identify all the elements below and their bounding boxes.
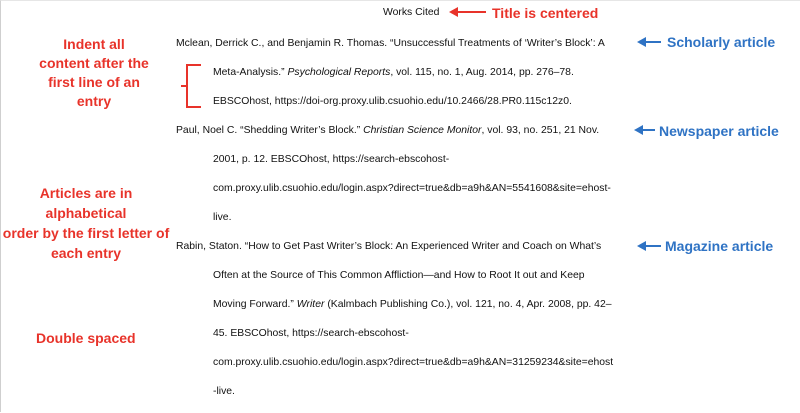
newspaper-article-note: Newspaper article (659, 123, 779, 139)
entry-text: 2001, p. 12. EBSCOhost, https://search-ebscohost- (213, 154, 450, 165)
entry-text: EBSCOhost, https://doi-org.proxy.ulib.csuohio.edu/10.2466/28.PR0.115c12z0. (213, 96, 572, 107)
indent-note-line: content after the (39, 55, 149, 71)
double-spaced-note: Double spaced (36, 330, 136, 346)
entry-text: , vol. 93, no. 251, 21 Nov. (481, 125, 600, 136)
scholarly-article-note: Scholarly article (667, 34, 776, 50)
entry-text: com.proxy.ulib.csuohio.edu/login.aspx?direct=true&db=a9h&AN=5541608&site=ehost- (213, 183, 611, 194)
indent-note-line: entry (76, 93, 112, 109)
entry-text: live. (213, 212, 232, 223)
alphabetical-order-note (1, 183, 171, 263)
newspaper-title: Christian Science Monitor (363, 125, 482, 136)
entry-text: com.proxy.ulib.csuohio.edu/login.aspx?direct=true&db=a9h&AN=31259234&site=ehost (213, 357, 614, 368)
entry-text: , vol. 115, no. 1, Aug. 2014, pp. 276–78. (390, 67, 574, 78)
journal-title: Psychological Reports (287, 67, 391, 78)
indent-bracket-icon (181, 65, 201, 107)
entry-text: Mclean, Derrick C., and Benjamin R. Thomas. “Unsuccessful Treatments of ‘Writer’s Block’: A (176, 38, 605, 49)
indent-note-line: first line of an (48, 74, 140, 90)
magazine-title: Writer (296, 299, 325, 310)
alphabetical-note-line: order by the first letter of (2, 225, 170, 241)
page-title: Works Cited (383, 7, 440, 18)
entry-text: Rabin, Staton. “How to Get Past Writer’s Block: An Experienced Writer and Coach on What’s (176, 241, 602, 252)
entry-text: -live. (213, 386, 235, 397)
indent-note (29, 35, 159, 111)
alphabetical-note-line: each entry (50, 245, 122, 261)
magazine-arrow-icon (637, 241, 661, 251)
entry-text: (Kalmbach Publishing Co.), vol. 121, no. 4, Apr. 2008, pp. 42– (324, 299, 612, 310)
entry-text: Moving Forward.” (213, 299, 297, 310)
indent-note-line: Indent all (63, 36, 125, 52)
newspaper-arrow-icon (634, 125, 655, 135)
entry-text: 45. EBSCOhost, https://search-ebscohost- (213, 328, 409, 339)
title-arrow-icon (449, 7, 486, 17)
entry-text: Paul, Noel C. “Shedding Writer’s Block.” (176, 125, 364, 136)
entry-text: Often at the Source of This Common Affliction—and How to Root It out and Keep (213, 270, 585, 281)
title-centered-note: Title is centered (492, 5, 599, 21)
magazine-article-note: Magazine article (665, 238, 774, 254)
entry-text: Meta-Analysis.” (213, 67, 288, 78)
scholarly-arrow-icon (637, 37, 661, 47)
alphabetical-note-line: Articles are in alphabetical (39, 185, 133, 221)
